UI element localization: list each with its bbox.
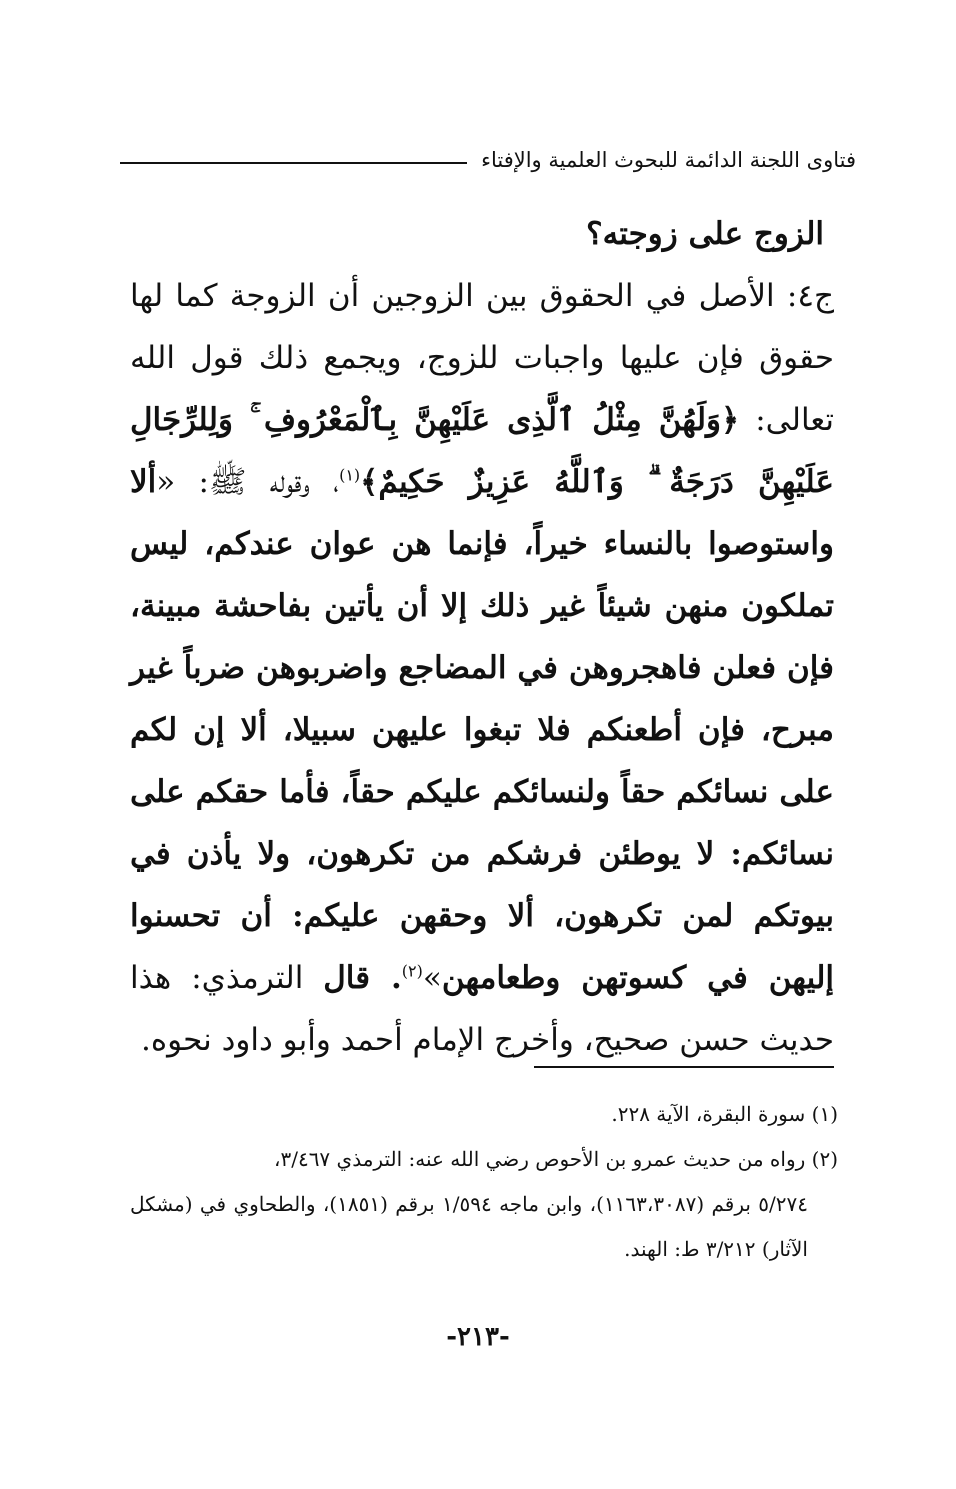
header-title: فتاوى اللجنة الدائمة للبحوث العلمية والإفتاء: [481, 148, 856, 172]
footnote-separator: [534, 1066, 834, 1068]
question-heading: الزوج على زوجته؟: [586, 216, 824, 252]
footnote-2-number: (٢): [811, 1147, 838, 1171]
hadith-close: »: [422, 960, 442, 996]
footnote-1-text: سورة البقرة، الآية ٢٢٨.: [611, 1102, 806, 1126]
header-rule: [120, 162, 467, 164]
main-text: [130, 203, 834, 1071]
grading-label: . قال: [323, 960, 402, 996]
footnote-2-continuation: ٥/٢٧٤ برقم (١١٦٣،٣٠٨٧)، وابن ماجه ١/٥٩٤ برقم (١٨٥١)، والطحاوي في (مشكل الآثار) ٣/٢١٢ ط: الهند.: [130, 1192, 808, 1261]
hadith-text: ألا واستوصوا بالنساء خيراً، فإنما هن عوان عندكم، ليس تملكون منهن شيئاً غير ذلك إلا أن يأتين بفاحشة مبينة، فإن فعلن فاهجروهن في المضاجع واضربوهن ضرباً غير مبرح، فإن أطعنكم فلا تبغوا عليهن سبيلا، ألا إن لكم على نسائكم حقاً ولنسائكم عليكم حقاً، فأما حقكم على نسائكم: لا يوطئن فرشكم من تكرهون، ولا يأذن في بيوتكم لمن تكرهون، ألا وحقهن عليكم: أن تحسنوا إليهن في كسوتهن وطعامهن: [130, 464, 835, 996]
footnote-2: [130, 1137, 838, 1182]
grading-text: الترمذي: هذا حديث حسن صحيح، وأخرج الإمام أحمد وأبو داود نحوه.: [130, 960, 834, 1058]
footnote-ref-1: (١): [339, 465, 361, 485]
footnote-2-text: رواه من حديث عمرو بن الأحوص رضي الله عنه: الترمذي ٣/٤٦٧،: [274, 1147, 806, 1171]
hadith-intro: ، وقوله ﷺ: «: [156, 464, 340, 500]
answer-intro: ج٤: الأصل في الحقوق بين الزوجين أن الزوجة كما لها حقوق فإن عليها واجبات للزوج، ويجمع ذلك قول الله تعالى:: [130, 278, 834, 438]
page-number: -٢١٣-: [446, 1322, 510, 1352]
footnote-1: [130, 1092, 838, 1137]
footnotes: [130, 1092, 838, 1272]
running-header: [120, 140, 856, 180]
footnote-1-number: (١): [811, 1102, 838, 1126]
quran-verse: ﴿وَلَهُنَّ مِثْلُ ٱلَّذِى عَلَيْهِنَّ بِٱلْمَعْرُوفِ ۚ وَلِلرِّجَالِ عَلَيْهِنَّ دَرَجَةٌ ۗ وَٱللَّهُ عَزِيزٌ حَكِيمٌ﴾: [130, 402, 834, 500]
answer-paragraph: [130, 265, 834, 1071]
footnote-ref-2: (٢): [401, 961, 423, 981]
